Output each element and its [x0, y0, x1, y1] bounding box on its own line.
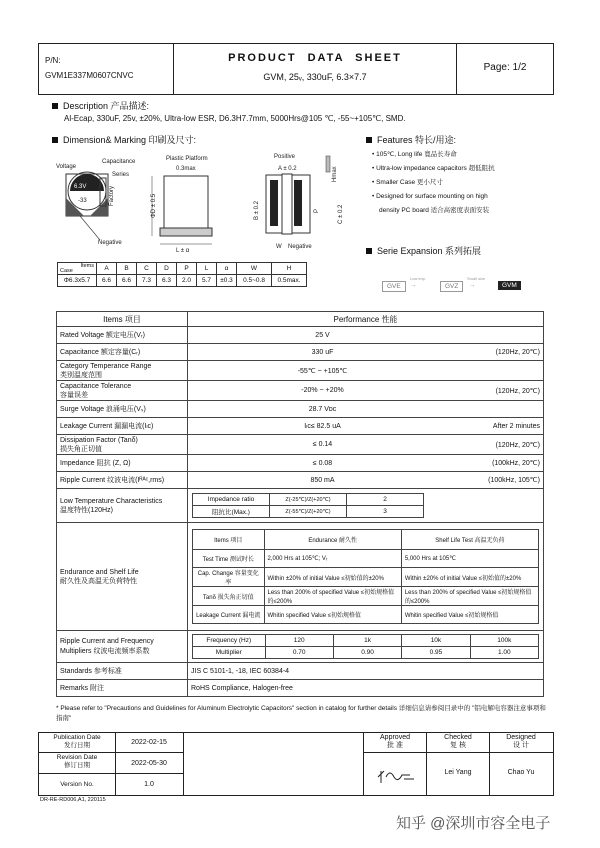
rev-date: 2022-05-30: [131, 760, 167, 767]
performance-table: [56, 311, 544, 697]
end-cell: 2,000 Hrs at 105℃; Vᵣ: [264, 550, 401, 568]
row-value: 28.7 Vᴅᴄ: [188, 401, 458, 418]
end-cell: Within ±20% of initial Value ≤初始值的±20%: [264, 568, 401, 587]
dim-value: 6.3: [157, 275, 177, 287]
lowtemp-table: [192, 493, 424, 518]
dim-header: A: [97, 263, 117, 275]
label-negative-2: Negative: [288, 244, 312, 250]
dim-row-label: Φ6.3x5.7: [58, 275, 97, 287]
dimension-table: [57, 262, 307, 287]
label-hmax: Hmax: [332, 166, 338, 182]
lowtemp-cell: 2: [347, 494, 424, 506]
lowtemp-cell: 阻抗比(Max.): [193, 506, 270, 518]
arrow-right-icon: →: [469, 282, 476, 289]
dim-value: 6.6: [117, 275, 137, 287]
ripple-cell: 1.00: [470, 647, 538, 659]
row-value: 850 mA: [188, 472, 458, 489]
col-items: Items 项目: [57, 312, 188, 327]
lowtemp-cell: Z(-25℃)/Z(+20℃): [270, 494, 347, 506]
standards-label: Standards 参考标准: [57, 663, 188, 680]
remarks-label: Remarks 附注: [57, 680, 188, 697]
page-cell: [456, 44, 553, 94]
row-value: 25 V: [188, 327, 458, 344]
end-cell: 5,000 Hrs at 105℃: [401, 550, 538, 568]
checker-name: Lei Yang: [444, 769, 472, 776]
row-value: -55℃ ~ +105℃: [188, 361, 458, 381]
serie-arrow-label-2: Small size: [467, 276, 486, 281]
end-head: Items 项目: [193, 530, 265, 550]
row-value: ≤ 0.14: [188, 435, 458, 455]
row-label: Leakage Current 漏漏电流(Iₗᴄ): [57, 418, 188, 435]
dim-header: W: [237, 263, 272, 275]
feature-item: • Ultra-low impedance capacitors 超低阻抗: [372, 165, 495, 172]
label-p: P: [314, 208, 320, 213]
end-cell: Test Time 测试时长: [193, 550, 265, 568]
dim-header: B: [117, 263, 137, 275]
dim-value: 0.5max.: [272, 275, 307, 287]
lowtemp-label: Low Temperature Characteristics 温度特性(120Hz): [57, 489, 188, 523]
row-value: -20% ~ +20%: [188, 381, 458, 401]
dim-header: C: [137, 263, 157, 275]
end-cell: Cap. Change 容量变化率: [193, 568, 265, 587]
label-a: A ± 0.2: [278, 166, 297, 172]
description-heading: Description 产品描述:: [52, 99, 149, 112]
remarks-value: RoHS Compliance, Halogen-free: [188, 680, 544, 697]
dim-value: 7.3: [137, 275, 157, 287]
doc-subtitle: GVM, 25ᵥ, 330uF, 6.3×7.7: [263, 72, 367, 82]
footnote: * Please refer to "Precautions and Guidelines for Aluminum Electrolytic Capacitors" section in catalog for further details 详细信息请参阅目录中的 "铝电解电容器注意事项和指南": [56, 705, 546, 722]
features-heading: Features 特长/用途:: [366, 133, 456, 146]
title-cell: [173, 44, 457, 94]
label-series: Series: [112, 172, 130, 178]
ripple-label: Ripple Current and Frequency Multipliers 纹波电流频率系数: [57, 631, 188, 663]
endurance-table: [192, 529, 539, 624]
ripple-table: [192, 634, 539, 659]
serie-gvm: GVM: [498, 281, 521, 290]
row-label: Impedance 阻抗 (Z, Ω): [57, 455, 188, 472]
col-performance: Performance 性能: [188, 312, 544, 327]
feature-item: • Smaller Case 更小尺寸: [372, 179, 443, 186]
ripple-cell: 1k: [333, 635, 401, 647]
pn-cell: [39, 44, 174, 94]
ripple-cell: Multiplier: [193, 647, 266, 659]
approved-label: Approved 批 准: [380, 734, 410, 749]
end-cell: Less than 200% of specified Value ≤初始规格值的≤200%: [264, 587, 401, 606]
row-note: [457, 327, 544, 344]
row-label: Ripple Current 纹波电流(Iᴿᴬᶜ,rms): [57, 472, 188, 489]
row-note: (100kHz, 105℃): [457, 472, 544, 489]
row-value: 330 uF: [188, 344, 458, 361]
pn-label: P/N:: [45, 56, 61, 65]
end-cell: Leakage Current 漏电流: [193, 606, 265, 624]
row-note: (100kHz, 20℃): [457, 455, 544, 472]
serie-flow: [382, 276, 522, 295]
description-text: Al-Ecap, 330uF, 25v, ±20%, Ultra-low ESR, D6.3H7.7mm, 5000Hrs@105 ℃, -55~+105℃, SMD.: [64, 114, 406, 123]
end-cell: Tanδ 损失角正切值: [193, 587, 265, 606]
end-head: Endurance 耐久性: [264, 530, 401, 550]
ripple-cell: 0.95: [402, 647, 470, 659]
dim-header: α: [217, 263, 237, 275]
end-cell: Within ±20% of initial Value ≤初始值的±20%: [401, 568, 538, 587]
label-plastic-platform: Plastic Platform: [166, 156, 208, 162]
label-diameter: ΦD ± 0.5: [151, 193, 157, 218]
lowtemp-cell: Z(-55℃)/Z(+20℃): [270, 506, 347, 518]
watermark: 知乎 @深圳市容全电子: [396, 815, 551, 832]
doc-code: DR-RE-RD006,A1, 220115: [40, 797, 106, 803]
features-list: [372, 148, 542, 218]
version: 1.0: [144, 781, 154, 788]
feature-item: • 105℃, Long life 寬品长寿命: [372, 151, 457, 158]
pub-date: 2022-02-15: [131, 739, 167, 746]
serie-heading: Serie Expansion 系列拓展: [366, 244, 481, 257]
ver-label: Version No.: [60, 781, 94, 788]
row-label: Capacitance 额定容量(Cᵣ): [57, 344, 188, 361]
feature-item: • Designed for surface mounting on high: [372, 193, 488, 200]
serie-gvz: GVZ: [440, 281, 463, 292]
part-number: GVM1E337M0607CNVC: [45, 71, 134, 80]
approval-block: [363, 733, 554, 795]
row-value: ≤ 0.08: [188, 455, 458, 472]
dim-value: 2.0: [177, 275, 197, 287]
row-note: After 2 minutes: [457, 418, 544, 435]
standards-value: JIS C 5101-1, -18, IEC 60384-4: [188, 663, 544, 680]
mark-voltage: 6.3V: [74, 184, 87, 190]
serie-gve: GVE: [382, 281, 406, 292]
ripple-cell: 10k: [402, 635, 470, 647]
footer-box: [38, 732, 554, 796]
label-capacitance: Capacitance: [102, 159, 136, 165]
row-label: Surge Voltage 浪涌电压(Vₛ): [57, 401, 188, 418]
mark-capacitance: -33: [78, 198, 87, 204]
ripple-cell: 0.90: [333, 647, 401, 659]
ripple-cell: 0.70: [265, 647, 333, 659]
dim-header: L: [197, 263, 217, 275]
serie-arrow-label-1: Low imp.: [410, 276, 427, 281]
ripple-cell: 120: [265, 635, 333, 647]
doc-title: PRODUCT DATA SHEET: [228, 52, 402, 64]
dim-value: 6.6: [97, 275, 117, 287]
feature-item: density PC board 适合高密度表面安装: [379, 207, 490, 214]
pub-label: Publication Date 发行日期: [53, 734, 101, 749]
end-cell: Whitin specified Value ≤初始规格值: [401, 606, 538, 624]
label-w: W: [276, 244, 282, 250]
dim-header: P: [177, 263, 197, 275]
label-c: C ± 0.2: [338, 204, 344, 224]
row-note: (120Hz, 20℃): [457, 435, 544, 455]
label-length: L ± α: [176, 248, 190, 254]
row-note: [457, 401, 544, 418]
designed-label: Designed 设 计: [506, 734, 536, 749]
label-positive: Positive: [274, 154, 296, 160]
label-03max: 0.3max: [176, 166, 196, 172]
header-box: [38, 43, 554, 95]
row-value: Iₗᴄ≤ 82.5 uA: [188, 418, 458, 435]
lowtemp-cell: 3: [347, 506, 424, 518]
page-number: Page: 1/2: [483, 62, 527, 73]
checked-label: Checked 复 核: [444, 734, 472, 749]
ripple-cell: 100k: [470, 635, 538, 647]
signature-approved: [374, 763, 418, 787]
ripple-cell: Frequency (Hz): [193, 635, 266, 647]
label-negative: Negative: [98, 240, 122, 246]
dim-header: D: [157, 263, 177, 275]
arrow-right-icon: →: [410, 282, 417, 289]
label-voltage: Voltage: [56, 164, 77, 170]
end-head: Shelf Life Test 高温无负荷: [401, 530, 538, 550]
dim-value: 5.7: [197, 275, 217, 287]
end-cell: Whitin specified Value ≤初始规格值: [264, 606, 401, 624]
row-note: (120Hz, 20℃): [457, 344, 544, 361]
dimension-heading: Dimension& Marking 印刷及尺寸:: [52, 133, 196, 146]
footer-values: [115, 733, 184, 795]
row-label: Capacitance Tolerance 容量误差: [57, 381, 188, 401]
dim-value: 0.5~0.8: [237, 275, 272, 287]
row-note: (120Hz, 20℃): [457, 381, 544, 401]
dimension-drawing: [56, 148, 346, 260]
label-factory: Factory: [109, 185, 115, 206]
row-label: Dissipation Factor (Tanδ) 损失角正切值: [57, 435, 188, 455]
designer-name: Chao Yu: [507, 769, 535, 776]
footer-labels: [39, 733, 116, 795]
dim-corner: Items Case: [58, 263, 97, 275]
end-cell: Less than 200% of specified Value ≤初始规格值的≤200%: [401, 587, 538, 606]
endurance-label: Endurance and Shelf Life 耐久性及高温无负荷特性: [57, 523, 188, 631]
row-label: Rated Voltage 额定电压(Vᵣ): [57, 327, 188, 344]
dim-value: ±0.3: [217, 275, 237, 287]
row-label: Category Temperance Range 类别温度范围: [57, 361, 188, 381]
row-note: [457, 361, 544, 381]
dim-header: H: [272, 263, 307, 275]
label-b: B ± 0.2: [254, 201, 260, 220]
rev-label: Revision Date 修订日期: [56, 754, 98, 769]
lowtemp-cell: Impedance ratio: [193, 494, 270, 506]
